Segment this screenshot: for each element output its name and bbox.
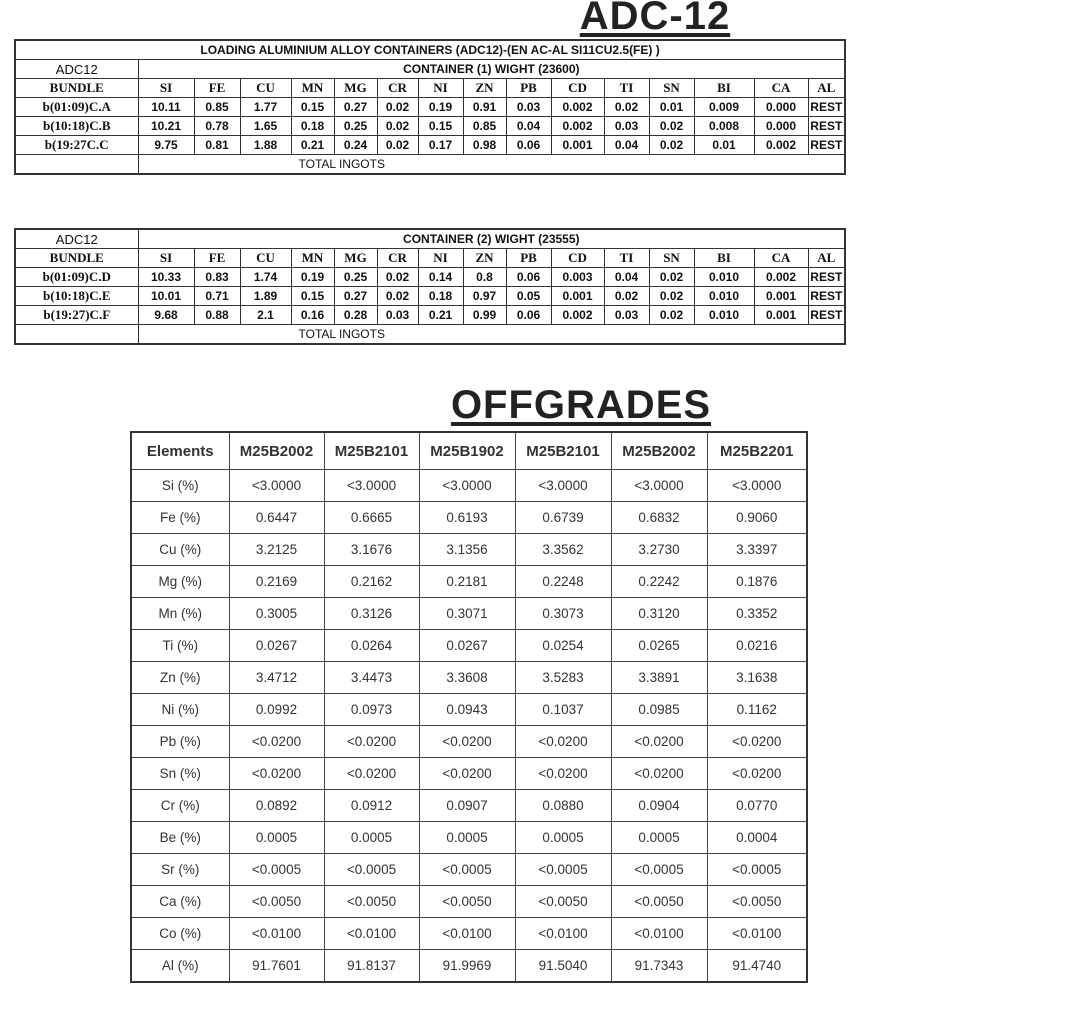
batch-header: M25B2002 <box>229 432 324 470</box>
value-cell: 91.7343 <box>611 950 707 983</box>
value-cell: 1.65 <box>240 117 291 136</box>
element-label: Be (%) <box>131 822 229 854</box>
value-cell: REST <box>808 268 845 287</box>
table-row <box>131 598 807 630</box>
value-cell: 2.1 <box>240 306 291 325</box>
value-cell: <0.0200 <box>515 726 611 758</box>
value-cell: 0.98 <box>463 136 506 155</box>
value-cell: 0.18 <box>418 287 463 306</box>
value-cell: 0.2242 <box>611 566 707 598</box>
element-header: PB <box>506 79 551 98</box>
value-cell: <0.0050 <box>419 886 515 918</box>
value-cell: 0.02 <box>377 287 418 306</box>
container-label-row <box>15 60 845 79</box>
value-cell: 0.010 <box>694 287 754 306</box>
value-cell: 0.99 <box>463 306 506 325</box>
value-cell: 0.3126 <box>324 598 419 630</box>
total-ingots-label: TOTAL INGOTS <box>138 325 845 345</box>
column-header-row <box>15 79 845 98</box>
value-cell: 0.02 <box>649 287 694 306</box>
value-cell: 0.02 <box>377 268 418 287</box>
elements-header: Elements <box>131 432 229 470</box>
table-row <box>15 306 845 325</box>
value-cell: 10.01 <box>138 287 194 306</box>
table-row <box>15 98 845 117</box>
value-cell: 0.15 <box>291 287 334 306</box>
containers-caption: LOADING ALUMINIUM ALLOY CONTAINERS (ADC12)-(EN AC-AL SI11CU2.5(FE) ) <box>15 40 845 60</box>
element-header: SI <box>138 79 194 98</box>
title-adc12: ADC-12 <box>579 0 731 38</box>
element-label: Zn (%) <box>131 662 229 694</box>
value-cell: 0.000 <box>754 117 808 136</box>
value-cell: 0.15 <box>291 98 334 117</box>
value-cell: 0.04 <box>604 268 649 287</box>
value-cell: 0.0005 <box>419 822 515 854</box>
element-header: SN <box>649 249 694 268</box>
value-cell: 0.02 <box>377 136 418 155</box>
value-cell: 0.25 <box>334 268 377 287</box>
batch-header: M25B2002 <box>611 432 707 470</box>
value-cell: 0.02 <box>649 117 694 136</box>
element-header: ZN <box>463 249 506 268</box>
value-cell: <0.0200 <box>229 758 324 790</box>
value-cell: 0.2181 <box>419 566 515 598</box>
table-row <box>131 918 807 950</box>
table-row <box>131 630 807 662</box>
value-cell: <0.0200 <box>707 726 807 758</box>
value-cell: 91.9969 <box>419 950 515 983</box>
value-cell: 10.33 <box>138 268 194 287</box>
table-row <box>131 502 807 534</box>
value-cell: <3.0000 <box>707 470 807 502</box>
column-header-row <box>15 249 845 268</box>
offgrades-header-row <box>131 432 807 470</box>
value-cell: 91.8137 <box>324 950 419 983</box>
element-header: AL <box>808 79 845 98</box>
bundle-cell: b(01:09)C.D <box>15 268 138 287</box>
element-header: MN <box>291 249 334 268</box>
element-label: Ni (%) <box>131 694 229 726</box>
value-cell: <0.0005 <box>324 854 419 886</box>
value-cell: 0.1162 <box>707 694 807 726</box>
element-label: Sn (%) <box>131 758 229 790</box>
value-cell: 3.1356 <box>419 534 515 566</box>
value-cell: 0.6832 <box>611 502 707 534</box>
value-cell: <0.0100 <box>324 918 419 950</box>
batch-header: M25B1902 <box>419 432 515 470</box>
value-cell: 0.19 <box>291 268 334 287</box>
grade-label: ADC12 <box>15 60 138 79</box>
element-label: Co (%) <box>131 918 229 950</box>
value-cell: 0.6447 <box>229 502 324 534</box>
container-2-table <box>14 228 846 345</box>
value-cell: <0.0200 <box>707 758 807 790</box>
value-cell: 0.25 <box>334 117 377 136</box>
value-cell: 0.05 <box>506 287 551 306</box>
table-row <box>131 534 807 566</box>
title-offgrades: OFFGRADES <box>450 383 712 427</box>
value-cell: 0.0904 <box>611 790 707 822</box>
value-cell: 0.001 <box>551 136 604 155</box>
value-cell: 0.3073 <box>515 598 611 630</box>
value-cell: 0.010 <box>694 268 754 287</box>
element-header: NI <box>418 249 463 268</box>
value-cell: 0.18 <box>291 117 334 136</box>
element-header: NI <box>418 79 463 98</box>
value-cell: 0.3120 <box>611 598 707 630</box>
value-cell: <0.0100 <box>611 918 707 950</box>
value-cell: 1.77 <box>240 98 291 117</box>
container-label: CONTAINER (1) WIGHT (23600) <box>138 60 845 79</box>
value-cell: <0.0050 <box>324 886 419 918</box>
value-cell: <0.0100 <box>229 918 324 950</box>
value-cell: 3.4473 <box>324 662 419 694</box>
value-cell: 0.21 <box>291 136 334 155</box>
value-cell: 0.6193 <box>419 502 515 534</box>
value-cell: 0.01 <box>694 136 754 155</box>
element-label: Pb (%) <box>131 726 229 758</box>
element-label: Ca (%) <box>131 886 229 918</box>
value-cell: REST <box>808 287 845 306</box>
batch-header: M25B2101 <box>324 432 419 470</box>
table-row <box>15 117 845 136</box>
element-header: MG <box>334 249 377 268</box>
table-row <box>131 694 807 726</box>
value-cell: 0.21 <box>418 306 463 325</box>
value-cell: 0.88 <box>194 306 240 325</box>
value-cell: 0.009 <box>694 98 754 117</box>
element-header: TI <box>604 249 649 268</box>
table-row <box>131 886 807 918</box>
table-row <box>15 287 845 306</box>
value-cell: 3.2730 <box>611 534 707 566</box>
bundle-cell: b(10:18)C.B <box>15 117 138 136</box>
table-row <box>15 136 845 155</box>
value-cell: 0.85 <box>463 117 506 136</box>
value-cell: 0.0770 <box>707 790 807 822</box>
value-cell: <0.0050 <box>515 886 611 918</box>
value-cell: 0.3071 <box>419 598 515 630</box>
total-row <box>15 155 845 175</box>
bundle-cell: b(01:09)C.A <box>15 98 138 117</box>
value-cell: REST <box>808 306 845 325</box>
value-cell: <0.0005 <box>707 854 807 886</box>
value-cell: 0.002 <box>551 117 604 136</box>
value-cell: 0.02 <box>649 268 694 287</box>
value-cell: 3.2125 <box>229 534 324 566</box>
value-cell: 0.2162 <box>324 566 419 598</box>
table-row <box>131 662 807 694</box>
value-cell: 91.4740 <box>707 950 807 983</box>
value-cell: 0.0005 <box>229 822 324 854</box>
value-cell: <0.0200 <box>419 726 515 758</box>
value-cell: 0.03 <box>377 306 418 325</box>
value-cell: 0.002 <box>754 268 808 287</box>
table-row <box>131 566 807 598</box>
value-cell: 0.15 <box>418 117 463 136</box>
value-cell: 0.8 <box>463 268 506 287</box>
value-cell: <0.0200 <box>229 726 324 758</box>
value-cell: 0.04 <box>604 136 649 155</box>
value-cell: 0.03 <box>604 117 649 136</box>
value-cell: 3.3562 <box>515 534 611 566</box>
container-label-row <box>15 229 845 249</box>
value-cell: <0.0200 <box>611 726 707 758</box>
value-cell: REST <box>808 117 845 136</box>
value-cell: 0.02 <box>377 98 418 117</box>
value-cell: 0.1037 <box>515 694 611 726</box>
element-header: CU <box>240 249 291 268</box>
element-label: Cr (%) <box>131 790 229 822</box>
element-label: Ti (%) <box>131 630 229 662</box>
value-cell: 0.0254 <box>515 630 611 662</box>
element-header: CD <box>551 79 604 98</box>
element-label: Al (%) <box>131 950 229 983</box>
value-cell: 0.0004 <box>707 822 807 854</box>
value-cell: <0.0050 <box>611 886 707 918</box>
table-row <box>131 758 807 790</box>
table-row <box>131 470 807 502</box>
value-cell: 0.001 <box>754 306 808 325</box>
table-row <box>131 822 807 854</box>
element-label: Sr (%) <box>131 854 229 886</box>
element-header: MG <box>334 79 377 98</box>
value-cell: 0.010 <box>694 306 754 325</box>
value-cell: 0.2169 <box>229 566 324 598</box>
element-header: SN <box>649 79 694 98</box>
element-header: CR <box>377 79 418 98</box>
value-cell: 0.002 <box>754 136 808 155</box>
bundle-cell: b(19:27)C.F <box>15 306 138 325</box>
value-cell: <0.0100 <box>419 918 515 950</box>
element-header: BI <box>694 249 754 268</box>
element-label: Mg (%) <box>131 566 229 598</box>
bundle-cell: b(10:18)C.E <box>15 287 138 306</box>
value-cell: <0.0200 <box>611 758 707 790</box>
value-cell: <3.0000 <box>611 470 707 502</box>
value-cell: 91.5040 <box>515 950 611 983</box>
value-cell: 0.0216 <box>707 630 807 662</box>
element-header: SI <box>138 249 194 268</box>
value-cell: <0.0005 <box>419 854 515 886</box>
container-label: CONTAINER (2) WIGHT (23555) <box>138 229 845 249</box>
value-cell: 0.06 <box>506 306 551 325</box>
value-cell: 0.6739 <box>515 502 611 534</box>
element-header: CA <box>754 79 808 98</box>
table-row <box>15 268 845 287</box>
value-cell: <0.0005 <box>229 854 324 886</box>
value-cell: 0.03 <box>506 98 551 117</box>
value-cell: 1.88 <box>240 136 291 155</box>
value-cell: 0.0992 <box>229 694 324 726</box>
value-cell: 0.03 <box>604 306 649 325</box>
value-cell: 0.85 <box>194 98 240 117</box>
value-cell: 0.9060 <box>707 502 807 534</box>
value-cell: <0.0200 <box>515 758 611 790</box>
value-cell: 0.28 <box>334 306 377 325</box>
element-header: PB <box>506 249 551 268</box>
value-cell: 0.24 <box>334 136 377 155</box>
value-cell: <0.0200 <box>324 758 419 790</box>
element-header: FE <box>194 249 240 268</box>
value-cell: 0.97 <box>463 287 506 306</box>
value-cell: <0.0200 <box>324 726 419 758</box>
element-header: CU <box>240 79 291 98</box>
element-label: Si (%) <box>131 470 229 502</box>
element-header: CA <box>754 249 808 268</box>
value-cell: 9.68 <box>138 306 194 325</box>
value-cell: 0.27 <box>334 98 377 117</box>
element-header: BI <box>694 79 754 98</box>
value-cell: 0.003 <box>551 268 604 287</box>
total-blank-cell <box>15 155 138 175</box>
value-cell: 3.3397 <box>707 534 807 566</box>
total-ingots-label: TOTAL INGOTS <box>138 155 845 175</box>
table-row <box>131 790 807 822</box>
value-cell: 0.01 <box>649 98 694 117</box>
total-blank-cell <box>15 325 138 345</box>
value-cell: 0.0880 <box>515 790 611 822</box>
value-cell: 0.0267 <box>419 630 515 662</box>
value-cell: <0.0050 <box>707 886 807 918</box>
value-cell: 0.83 <box>194 268 240 287</box>
value-cell: 0.000 <box>754 98 808 117</box>
value-cell: 0.0892 <box>229 790 324 822</box>
value-cell: 0.81 <box>194 136 240 155</box>
value-cell: 3.3891 <box>611 662 707 694</box>
value-cell: 0.0005 <box>515 822 611 854</box>
value-cell: 0.002 <box>551 306 604 325</box>
bundle-header: BUNDLE <box>15 79 138 98</box>
value-cell: 3.1638 <box>707 662 807 694</box>
value-cell: 0.001 <box>754 287 808 306</box>
value-cell: 0.0985 <box>611 694 707 726</box>
value-cell: 3.1676 <box>324 534 419 566</box>
value-cell: 0.0973 <box>324 694 419 726</box>
value-cell: <3.0000 <box>419 470 515 502</box>
element-header: AL <box>808 249 845 268</box>
element-header: CR <box>377 249 418 268</box>
container-1-table <box>14 39 846 175</box>
value-cell: <0.0100 <box>707 918 807 950</box>
element-header: CD <box>551 249 604 268</box>
table-row <box>131 854 807 886</box>
value-cell: REST <box>808 98 845 117</box>
value-cell: 0.001 <box>551 287 604 306</box>
value-cell: 0.14 <box>418 268 463 287</box>
value-cell: 0.02 <box>604 287 649 306</box>
element-header: TI <box>604 79 649 98</box>
value-cell: 0.2248 <box>515 566 611 598</box>
bundle-cell: b(19:27C.C <box>15 136 138 155</box>
value-cell: 0.0912 <box>324 790 419 822</box>
value-cell: 3.3608 <box>419 662 515 694</box>
element-header: ZN <box>463 79 506 98</box>
value-cell: 0.91 <box>463 98 506 117</box>
value-cell: <0.0100 <box>515 918 611 950</box>
value-cell: <0.0005 <box>515 854 611 886</box>
value-cell: 0.0005 <box>611 822 707 854</box>
batch-header: M25B2201 <box>707 432 807 470</box>
value-cell: 1.74 <box>240 268 291 287</box>
table-row <box>131 726 807 758</box>
value-cell: 91.7601 <box>229 950 324 983</box>
value-cell: 0.16 <box>291 306 334 325</box>
value-cell: 0.0267 <box>229 630 324 662</box>
offgrades-table <box>130 431 808 983</box>
value-cell: 0.0943 <box>419 694 515 726</box>
element-label: Fe (%) <box>131 502 229 534</box>
value-cell: 0.19 <box>418 98 463 117</box>
value-cell: 0.1876 <box>707 566 807 598</box>
value-cell: 0.06 <box>506 136 551 155</box>
value-cell: <0.0005 <box>611 854 707 886</box>
element-label: Cu (%) <box>131 534 229 566</box>
value-cell: <3.0000 <box>229 470 324 502</box>
value-cell: 0.27 <box>334 287 377 306</box>
value-cell: <3.0000 <box>515 470 611 502</box>
value-cell: 0.02 <box>377 117 418 136</box>
element-header: MN <box>291 79 334 98</box>
element-header: FE <box>194 79 240 98</box>
value-cell: 0.6665 <box>324 502 419 534</box>
value-cell: <0.0050 <box>229 886 324 918</box>
value-cell: 0.78 <box>194 117 240 136</box>
value-cell: 0.02 <box>649 136 694 155</box>
value-cell: 3.5283 <box>515 662 611 694</box>
value-cell: 0.0907 <box>419 790 515 822</box>
caption-row <box>15 40 845 60</box>
value-cell: 9.75 <box>138 136 194 155</box>
element-label: Mn (%) <box>131 598 229 630</box>
value-cell: 0.3005 <box>229 598 324 630</box>
value-cell: REST <box>808 136 845 155</box>
value-cell: 1.89 <box>240 287 291 306</box>
value-cell: 0.71 <box>194 287 240 306</box>
bundle-header: BUNDLE <box>15 249 138 268</box>
value-cell: 0.3352 <box>707 598 807 630</box>
value-cell: 0.06 <box>506 268 551 287</box>
value-cell: 0.04 <box>506 117 551 136</box>
value-cell: 10.11 <box>138 98 194 117</box>
value-cell: 10.21 <box>138 117 194 136</box>
value-cell: 0.0265 <box>611 630 707 662</box>
value-cell: 3.4712 <box>229 662 324 694</box>
total-row <box>15 325 845 345</box>
value-cell: 0.008 <box>694 117 754 136</box>
value-cell: <0.0200 <box>419 758 515 790</box>
value-cell: 0.0264 <box>324 630 419 662</box>
value-cell: 0.17 <box>418 136 463 155</box>
value-cell: 0.002 <box>551 98 604 117</box>
batch-header: M25B2101 <box>515 432 611 470</box>
grade-label: ADC12 <box>15 229 138 249</box>
value-cell: 0.0005 <box>324 822 419 854</box>
table-row <box>131 950 807 983</box>
value-cell: 0.02 <box>649 306 694 325</box>
value-cell: <3.0000 <box>324 470 419 502</box>
value-cell: 0.02 <box>604 98 649 117</box>
